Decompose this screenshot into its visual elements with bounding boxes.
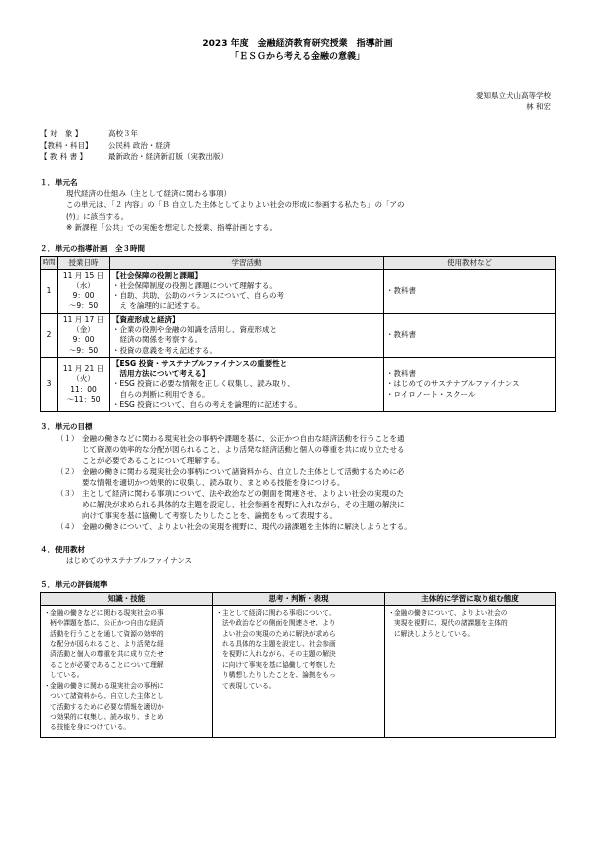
eval-line: 済活動と個人の尊重を共に成り立たせ — [50, 650, 164, 659]
school-name: 愛知県立犬山高等学校 — [476, 91, 551, 100]
eval-line: に向けて事実を基に協働して考察した — [222, 660, 336, 669]
goal-text — [82, 488, 555, 521]
section-body — [40, 188, 555, 234]
header-activity: 学習活動 — [110, 256, 384, 269]
material-item: ・ロイロノート・スクール — [386, 389, 476, 399]
date-line: ～11：50 — [66, 394, 101, 404]
learning-activity — [110, 357, 384, 411]
eval-line: 金融の働きについて、よりよい社会の — [394, 608, 508, 617]
goal-number: （２） — [56, 467, 79, 477]
section-heading: ２．単元の指導計画 全３時間 — [40, 243, 145, 253]
eval-line: ついて諸資料から、自立した主体とし — [50, 692, 164, 701]
date-line: 9：00 — [72, 291, 95, 301]
section-teaching-plan — [40, 243, 555, 413]
eval-line: に解決しようとしている。 — [394, 629, 475, 638]
material-item: ・はじめてのサステナブルファイナンス — [386, 379, 520, 389]
eval-line: て表現している。 — [222, 681, 276, 690]
eval-line: 金融の働きなどに関わる現実社会の事 — [50, 608, 164, 617]
table-row — [41, 269, 556, 313]
date-line: （水） — [72, 280, 95, 290]
activity-title: 【ESG 投資・サステナブルファイナンスの重要性と — [112, 358, 288, 368]
list-item — [388, 608, 552, 639]
meta-value: 最新政治・経済新訂版（実教出版） — [108, 152, 228, 161]
activity-item: ・企業の役割や金融の知識を活用し、資産形成と — [112, 324, 277, 334]
table-header-row — [41, 256, 556, 269]
unit-name-text: 現代経済の仕組み（主として経済に関わる事項） — [66, 188, 231, 198]
header-period: 時間 — [41, 256, 58, 269]
eval-line: 実現を視野に、現代の諸課題を主体的 — [394, 619, 508, 628]
header-knowledge: 知識・技能 — [41, 592, 213, 605]
goal-line: 金融の働きなどに関わる現実社会の事柄や課題を基に、公正かつ自由な経済活動を行うことを通 — [82, 434, 405, 444]
material-item: ・教科書 — [386, 369, 416, 379]
goal-number: （１） — [56, 434, 79, 444]
goal-number: （３） — [56, 489, 79, 499]
goal-line: 金融の働きについて、よりよい社会の実現を視野に、現代の諸課題を主体的に解決しようとする。 — [82, 522, 412, 532]
section-materials — [40, 544, 555, 567]
goal-list — [40, 433, 555, 532]
activity-item: 経済の関係を考察する。 — [112, 335, 202, 345]
bullet: ・ — [44, 681, 51, 690]
meta-row-textbook — [40, 151, 555, 163]
document-subtitle: 「ＥＳＧから考える金融の意義」 — [229, 52, 365, 62]
author-name: 林 和宏 — [526, 102, 551, 111]
section-unit-name — [40, 177, 555, 234]
section-evaluation — [40, 579, 555, 738]
materials-cell — [384, 313, 556, 357]
list-item — [56, 433, 555, 466]
learning-activity — [110, 269, 384, 313]
goal-line: 主として経済に関わる事項について、法や政治などの側面を関連させ、よりよい社会の実現のた — [82, 489, 404, 499]
date-line: （金） — [72, 324, 95, 334]
goal-text — [82, 521, 555, 532]
meta-value: 高校３年 — [108, 129, 138, 138]
learning-activity — [110, 313, 384, 357]
table-row — [41, 313, 556, 357]
eval-line: 金融の働きに関わる現実社会の事柄に — [50, 681, 164, 690]
goal-line: ことが必要であることについて理解する。 — [82, 456, 225, 466]
header-date: 授業日時 — [58, 256, 110, 269]
title-block — [40, 38, 555, 64]
meta-label: 【 教 科 書 】 — [40, 152, 88, 161]
activity-item: ・自助、共助、公助のバランスについて、自らの考 — [112, 291, 284, 301]
table-row — [41, 605, 556, 737]
goal-number: （４） — [56, 522, 79, 532]
list-item — [56, 521, 555, 532]
date-line: 11 月 21 日 — [62, 364, 105, 374]
lesson-date — [58, 313, 110, 357]
section-heading: ４．使用教材 — [40, 545, 85, 555]
eval-line: よい社会の実現のために解決が求めら — [222, 629, 336, 638]
thinking-cell — [213, 605, 385, 737]
date-line: 9：00 — [72, 335, 95, 345]
section-heading: ３．単元の目標 — [40, 422, 93, 432]
unit-description: この単元は、「２ 内容」の「Ｂ 自立した主体としてよりよい社会の形成に参画する私たち」の「アの — [66, 200, 405, 209]
date-line: ～9：50 — [68, 301, 99, 311]
eval-line: を視野に入れながら、その主題の解決 — [222, 650, 336, 659]
date-line: 11：00 — [70, 384, 97, 394]
date-line: （火） — [72, 374, 95, 384]
period-number: 2 — [41, 313, 58, 357]
list-item — [56, 466, 555, 488]
eval-text — [222, 608, 381, 691]
goal-text — [82, 433, 555, 466]
eval-line: れる具体的な主題を設定し、社会参画 — [222, 640, 336, 649]
eval-line: 主として経済に関わる事項について、 — [222, 608, 336, 617]
unit-note: ※ 新課程「公共」での実施を想定した授業、指導計画とする。 — [66, 223, 278, 232]
meta-row-target — [40, 128, 555, 140]
goal-line: めに解決が求められる具体的な主題を設定し、社会参画を視野に入れながら、その主題の解決に — [82, 500, 405, 510]
bullet: ・ — [388, 608, 395, 617]
attitude-cell — [385, 605, 556, 737]
period-number: 3 — [41, 357, 58, 411]
meta-label: 【 対 象 】 — [40, 129, 83, 138]
teaching-plan-table — [40, 256, 556, 413]
date-line: 11 月 15 日 — [62, 270, 105, 280]
list-item — [44, 608, 209, 681]
materials-cell — [384, 269, 556, 313]
eval-line: している。 — [50, 671, 84, 680]
activity-item: ・ESG 投資に必要な情報を正しく収集し、読み取り、 — [112, 379, 295, 389]
section-body — [40, 555, 555, 567]
activity-item: え を論理的に記述する。 — [112, 301, 205, 311]
goal-line: 要な情報を適切かつ効果的に収集し、読み取り、まとめる技能を身につける。 — [82, 478, 345, 488]
author-block — [40, 90, 555, 112]
activity-title: 【社会保障の役割と課題】 — [112, 270, 202, 280]
material-item: ・教科書 — [386, 285, 416, 295]
eval-line: り構想したりしたことを、論拠をもっ — [222, 671, 336, 680]
eval-line: つ効果的に収集し、読み取り、まとめ — [50, 712, 164, 721]
date-line: 11 月 17 日 — [62, 314, 105, 324]
activity-item: ・ESG 投資について、自らの考えを論理的に記述する。 — [112, 400, 302, 410]
activity-item: 自らの判断に利用できる。 — [112, 389, 210, 399]
unit-description: (ｳ)」に該当する。 — [66, 211, 129, 221]
eval-line: 活動を行うことを通して資源の効率的 — [50, 629, 164, 638]
activity-title: 【資産形成と経済】 — [112, 314, 180, 324]
table-header-row — [41, 592, 556, 605]
eval-line: 法や政治などの側面を関連させ、より — [222, 619, 336, 628]
section-unit-goals — [40, 421, 555, 532]
eval-line: る技能を身につけている。 — [50, 723, 131, 732]
list-item — [216, 608, 381, 691]
eval-line: 柄や課題を基に、公正かつ自由な経済 — [50, 619, 164, 628]
activity-item: ・投資の意義を考え記述する。 — [112, 345, 217, 355]
period-number: 1 — [41, 269, 58, 313]
eval-line: て活動するために必要な情報を適切か — [50, 702, 164, 711]
section-heading: ５．単元の評価規準 — [40, 579, 108, 589]
material-item: ・教科書 — [386, 330, 416, 340]
goal-text — [82, 466, 555, 488]
meta-info — [40, 128, 555, 163]
eval-line: な配分が図られること、より活発な経 — [50, 640, 164, 649]
meta-value: 公民科 政治・経済 — [108, 140, 171, 150]
section-heading: １．単元名 — [40, 177, 78, 187]
list-item — [56, 488, 555, 521]
header-materials: 使用教材など — [384, 256, 556, 269]
materials-cell — [384, 357, 556, 411]
goal-line: 金融の働きに関わる現実社会の事柄について諸資料から、自立した主体として活動するために必 — [82, 467, 405, 477]
activity-title: 活用方法について考える】 — [112, 369, 210, 379]
header-thinking: 思考・判断・表現 — [213, 592, 385, 605]
list-item — [44, 681, 209, 733]
goal-line: 向けて事実を基に協働して考察したりしたことを、論拠をもって表現する。 — [82, 511, 337, 521]
knowledge-cell — [41, 605, 213, 737]
activity-item: ・社会保障制度の役割と課題について理解する。 — [112, 280, 277, 290]
eval-text — [50, 608, 209, 681]
header-attitude: 主体的に学習に取り組む態度 — [385, 592, 556, 605]
lesson-date — [58, 357, 110, 411]
meta-label: 【教科・科目】 — [40, 140, 93, 150]
eval-text — [50, 681, 209, 733]
document-title: 2023 年度 金融経済教育研究授業 指導計画 — [202, 39, 393, 49]
goal-line: じて資源の効率的な分配が図られること、より活発な経済活動と個人の尊重を共に成り立たせる — [82, 445, 405, 455]
bullet: ・ — [44, 608, 51, 617]
eval-line: ることが必要であることについて理解 — [50, 660, 164, 669]
material-text: はじめてのサステナブルファイナンス — [66, 556, 192, 566]
evaluation-table — [40, 592, 556, 738]
table-row — [41, 357, 556, 411]
date-line: ～9：50 — [68, 345, 99, 355]
lesson-date — [58, 269, 110, 313]
eval-text — [394, 608, 552, 639]
bullet: ・ — [216, 608, 223, 617]
meta-row-subject — [40, 140, 555, 152]
